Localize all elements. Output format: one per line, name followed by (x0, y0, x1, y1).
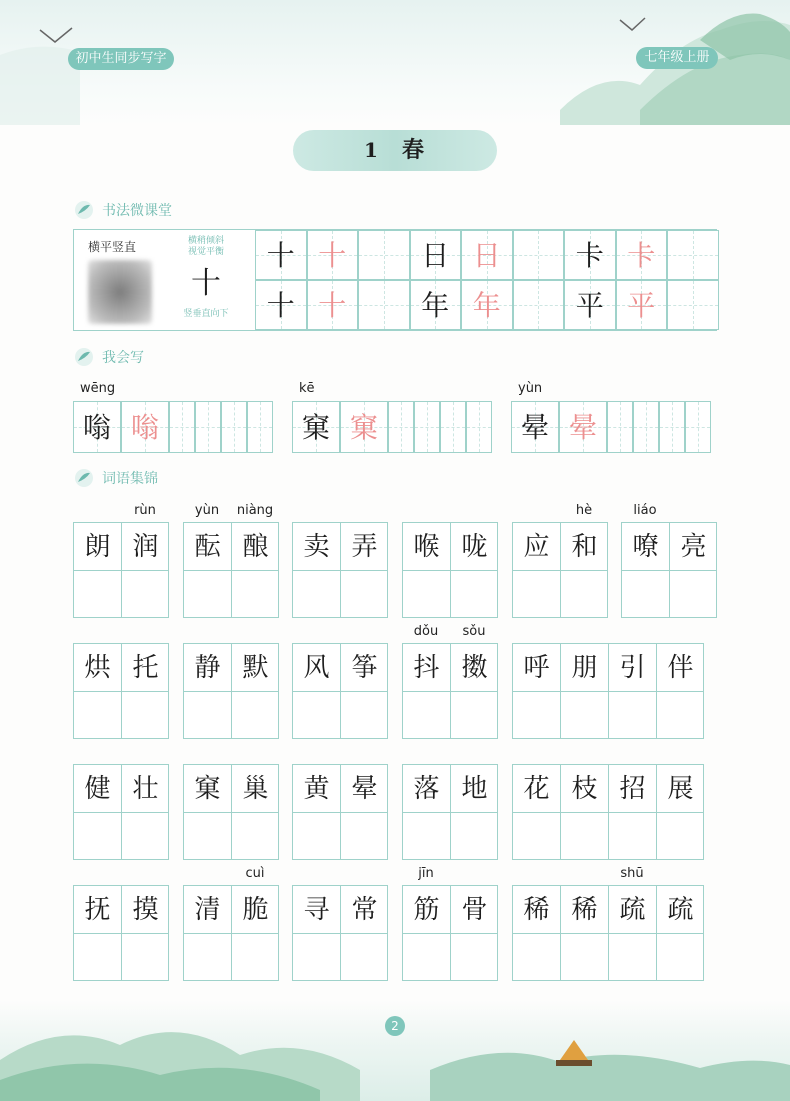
word-char: 弄 (351, 532, 378, 562)
practice-cell (307, 280, 359, 330)
word-char: 润 (132, 532, 159, 562)
practice-cell (616, 230, 668, 280)
write-cell (633, 401, 659, 453)
word-char: 展 (667, 774, 694, 804)
lesson-name: 春 (401, 137, 426, 163)
pinyin-label: cuì (245, 866, 265, 881)
write-cell (388, 401, 414, 453)
word-box (512, 643, 704, 739)
trace-char: 嗡 (130, 411, 159, 444)
series-badge: 初中生同步写字 (68, 48, 174, 70)
practice-cell (255, 230, 307, 280)
word-char: 窠 (194, 774, 221, 804)
word-char: 朋 (571, 653, 598, 683)
pinyin-label: wēng (80, 381, 116, 396)
word-char: 亮 (680, 532, 707, 562)
section-leaf-icon (74, 468, 94, 488)
word-char: 清 (194, 895, 221, 925)
word-char: 朗 (84, 532, 111, 562)
word-char: 常 (351, 895, 378, 925)
word-char: 健 (84, 774, 111, 804)
word-box (183, 764, 279, 860)
word-box (73, 522, 169, 618)
qr-code[interactable] (88, 260, 152, 324)
pinyin-label: yùn (194, 503, 220, 518)
word-box (402, 885, 498, 981)
word-char: 摸 (132, 895, 159, 925)
word-box (402, 522, 498, 618)
write-cell (340, 401, 388, 453)
blank-cell (358, 230, 410, 280)
word-char: 擞 (461, 653, 488, 683)
section-leaf-icon (74, 200, 94, 220)
trace-char: 窠 (349, 411, 378, 444)
section-calligraphy-title: 书法微课堂 (102, 203, 172, 219)
word-box (292, 643, 388, 739)
write-cell (511, 401, 559, 453)
word-char: 脆 (242, 895, 269, 925)
pinyin-label: hè (575, 503, 593, 518)
write-cell (559, 401, 607, 453)
model-char: 卡 (575, 239, 604, 272)
word-box (402, 643, 498, 739)
word-box (183, 522, 279, 618)
word-char: 稀 (523, 895, 550, 925)
write-cell (247, 401, 273, 453)
word-char: 稀 (571, 895, 598, 925)
write-cell (121, 401, 169, 453)
word-char: 卖 (303, 532, 330, 562)
word-char: 落 (413, 774, 440, 804)
word-char: 筝 (351, 653, 378, 683)
pinyin-label: niàng (236, 503, 274, 518)
demo-char: 十 (191, 266, 221, 301)
note-bottom: 竖垂直向下 (183, 309, 229, 319)
model-char: 嗡 (82, 411, 111, 444)
word-char: 筋 (413, 895, 440, 925)
write-cell (440, 401, 466, 453)
word-box (512, 764, 704, 860)
trace-char: 十 (318, 239, 347, 272)
practice-cell (307, 230, 359, 280)
blank-cell (513, 230, 565, 280)
model-char: 年 (421, 289, 450, 322)
write-cell (466, 401, 492, 453)
word-char: 咙 (461, 532, 488, 562)
word-char: 疏 (667, 895, 694, 925)
write-cell (659, 401, 685, 453)
word-char: 酿 (242, 532, 269, 562)
practice-cell (461, 230, 513, 280)
pinyin-label: dǒu (413, 624, 439, 639)
word-char: 枝 (571, 774, 598, 804)
word-char: 骨 (461, 895, 488, 925)
word-char: 晕 (351, 774, 378, 804)
write-cell (73, 401, 121, 453)
word-char: 疏 (619, 895, 646, 925)
word-char: 抚 (84, 895, 111, 925)
word-char: 招 (619, 774, 646, 804)
crane-icon (40, 18, 645, 42)
write-cell (221, 401, 247, 453)
practice-cell (616, 280, 668, 330)
word-box (512, 885, 704, 981)
write-cell (414, 401, 440, 453)
word-box (73, 643, 169, 739)
word-box (292, 885, 388, 981)
practice-cell (461, 280, 513, 330)
practice-cell (410, 230, 462, 280)
pinyin-label: shū (620, 866, 644, 881)
blank-cell (358, 280, 410, 330)
word-char: 应 (523, 532, 550, 562)
word-box (512, 522, 608, 618)
lesson-number: 1 (364, 138, 380, 162)
practice-cell (564, 230, 616, 280)
word-box (183, 643, 279, 739)
model-char: 日 (421, 239, 450, 272)
blank-cell (667, 230, 719, 280)
model-char: 晕 (520, 411, 549, 444)
model-char: 窠 (301, 411, 330, 444)
model-char: 平 (575, 289, 604, 322)
pinyin-label: kē (299, 381, 315, 396)
section-write-title: 我会写 (102, 350, 144, 366)
word-char: 默 (242, 653, 269, 683)
word-char: 嘹 (632, 532, 659, 562)
word-char: 烘 (84, 653, 111, 683)
write-cell (685, 401, 711, 453)
word-char: 巢 (242, 774, 269, 804)
write-cell (195, 401, 221, 453)
write-cell (607, 401, 633, 453)
section-calligraphy (74, 199, 172, 221)
word-char: 喉 (413, 532, 440, 562)
blank-cell (667, 280, 719, 330)
practice-cell (410, 280, 462, 330)
trace-char: 十 (318, 289, 347, 322)
model-char: 十 (266, 239, 295, 272)
pinyin-label: liáo (633, 503, 657, 518)
trace-char: 晕 (568, 411, 597, 444)
word-char: 伴 (667, 653, 694, 683)
word-box (73, 764, 169, 860)
word-char: 花 (523, 774, 550, 804)
pinyin-label: yùn (518, 381, 543, 396)
trace-char: 卡 (627, 239, 656, 272)
word-char: 抖 (413, 653, 440, 683)
word-char: 引 (619, 653, 646, 683)
write-cell (292, 401, 340, 453)
word-char: 静 (194, 653, 221, 683)
section-words (74, 467, 158, 489)
page-number: 2 (385, 1016, 405, 1036)
write-cell (169, 401, 195, 453)
rule-panel (74, 230, 256, 330)
word-box (292, 764, 388, 860)
word-char: 呼 (523, 653, 550, 683)
word-char: 风 (303, 653, 330, 683)
model-char: 十 (266, 289, 295, 322)
word-box (402, 764, 498, 860)
rule-label: 横平竖直 (88, 240, 137, 254)
word-char: 托 (132, 653, 159, 683)
trace-char: 平 (627, 289, 656, 322)
section-words-title: 词语集锦 (102, 471, 158, 487)
word-char: 酝 (194, 532, 221, 562)
section-leaf-icon (74, 347, 94, 367)
word-char: 黄 (303, 774, 330, 804)
blank-cell (513, 280, 565, 330)
word-char: 地 (461, 774, 488, 804)
trace-char: 年 (472, 289, 501, 322)
word-char: 寻 (303, 895, 330, 925)
word-box (73, 885, 169, 981)
pinyin-label: jīn (418, 866, 434, 881)
pinyin-label: rùn (134, 503, 156, 518)
word-box (183, 885, 279, 981)
section-write (74, 346, 144, 368)
lesson-title (293, 130, 497, 171)
word-box (292, 522, 388, 618)
practice-cell (564, 280, 616, 330)
word-box (621, 522, 717, 618)
word-char: 壮 (132, 774, 159, 804)
word-char: 和 (571, 532, 598, 562)
grade-badge: 七年级上册 (636, 47, 718, 69)
practice-cell (255, 280, 307, 330)
trace-char: 日 (472, 239, 501, 272)
note-top: 横稍倾斜 视觉平衡 (187, 236, 224, 257)
pinyin-label: sǒu (462, 624, 486, 639)
